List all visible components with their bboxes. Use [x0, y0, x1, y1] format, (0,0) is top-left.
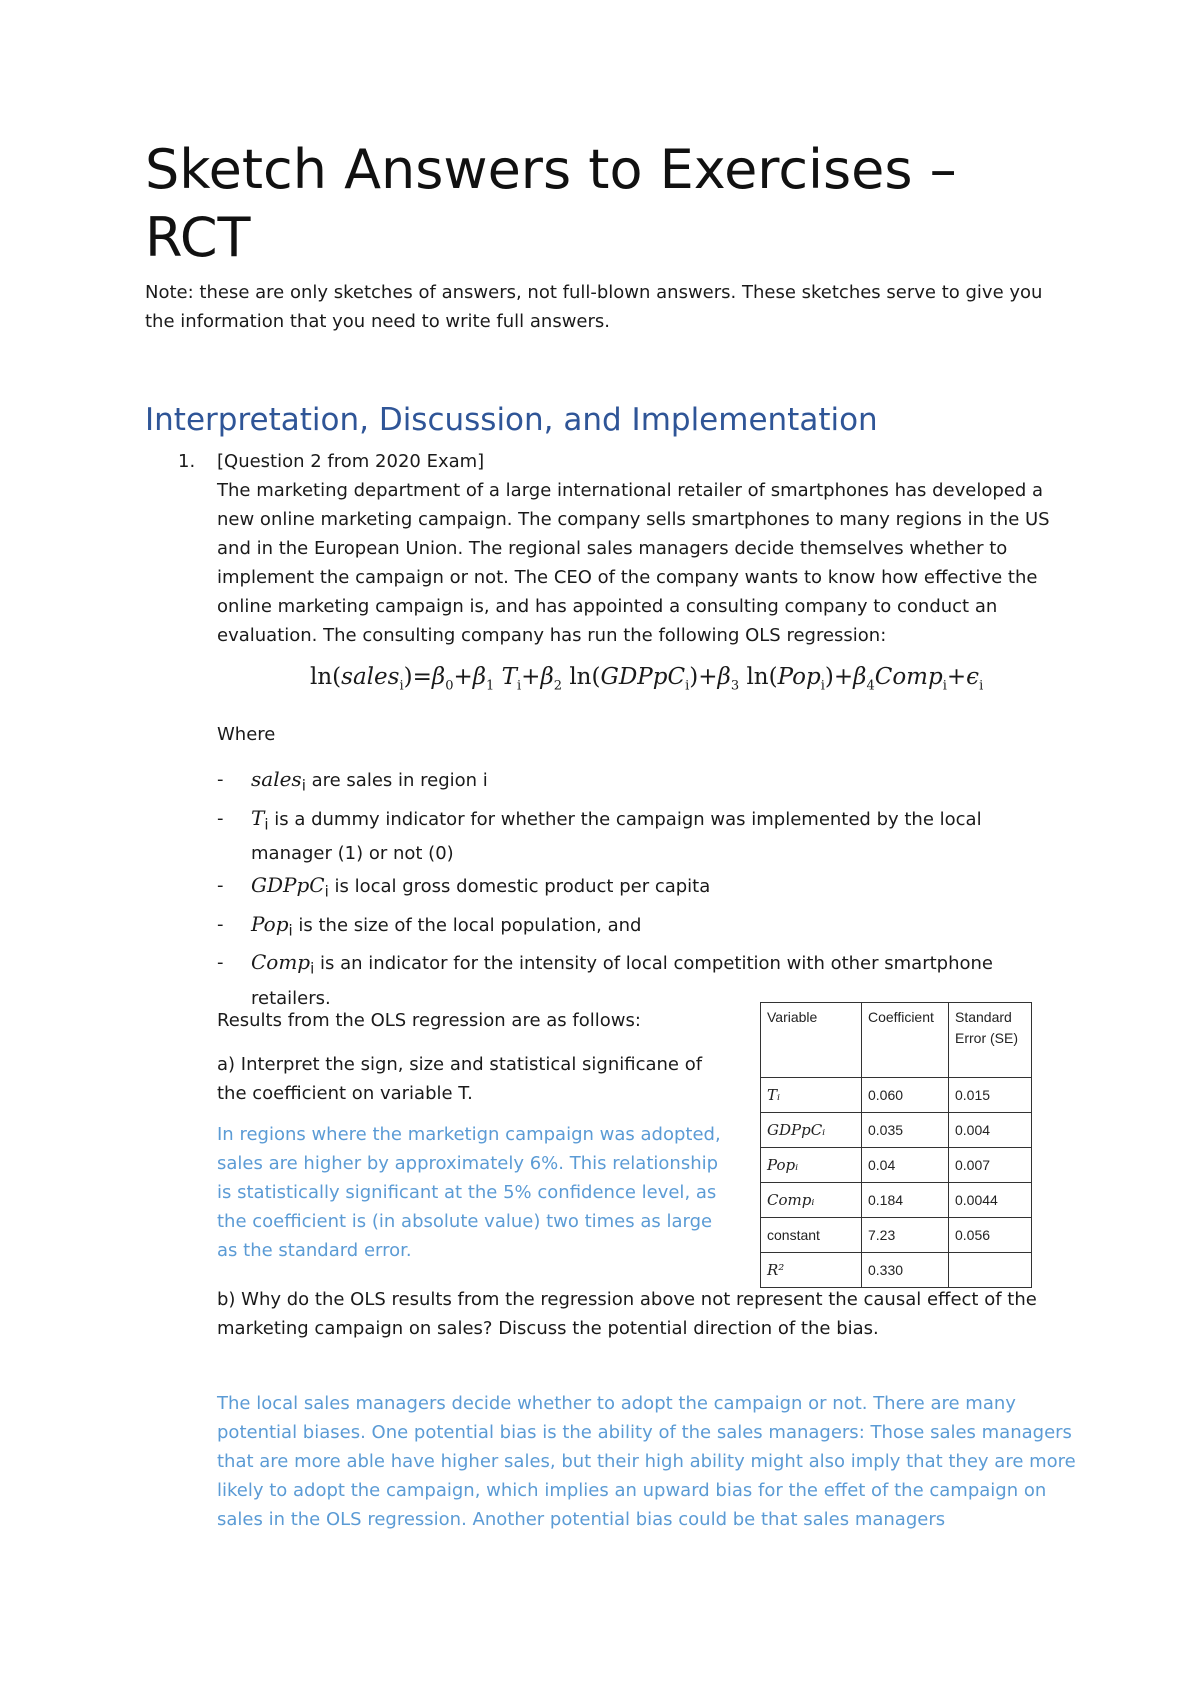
list-item: - Comp$_i$ is an indicator for the intensity of local competition with other smartphone retailers. — [217, 950, 993, 1009]
table-cell-variable: Popᵢ — [761, 1148, 862, 1183]
section-heading: Interpretation, Discussion, and Implementation — [145, 402, 878, 438]
table-row — [761, 1113, 1032, 1148]
document-title: Sketch Answers to Exercises – RCT — [145, 138, 957, 269]
table-cell-se — [949, 1253, 1032, 1288]
answer-part-a: In regions where the marketign campaign was adopted, sales are higher by approximately 6%. This relationship is statistically significant at the 5% confidence level, as the coefficient is (in absolute value) two times as large as the standard error. — [217, 1124, 721, 1261]
table-cell-variable: Tᵢ — [761, 1078, 862, 1113]
table-cell-se: 0.007 — [949, 1148, 1032, 1183]
list-item: - $T_i$ is a dummy indicator for whether the campaign was implemented by the local manager (1) or not (0) — [217, 805, 982, 865]
table-cell-se: 0.0044 — [949, 1183, 1032, 1218]
note-paragraph: Note: these are only sketches of answers, not full-blown answers. These sketches serve to give you the information that you need to write full answers. — [145, 282, 1043, 332]
table-header: Standard Error (SE) — [949, 1003, 1032, 1078]
question-body: The marketing department of a large international retailer of smartphones has developed a new online marketing campaign. The company sells smartphones to many regions in the US and in the European Union. The regional sales managers decide themselves whether to implement the campaign or not. The CEO of the company wants to know how effective the online marketing campaign is, and has appointed a consulting company to conduct an evaluation. The consulting company has run the following OLS regression: — [217, 480, 1050, 646]
results-intro: Results from the OLS regression are as follows: — [217, 1010, 641, 1031]
table-row — [761, 1253, 1032, 1288]
table-row — [761, 1218, 1032, 1253]
table-cell-se: 0.015 — [949, 1078, 1032, 1113]
where-label: Where — [217, 724, 276, 745]
table-cell-variable: R² — [761, 1253, 862, 1288]
answer-part-b: The local sales managers decide whether to adopt the campaign or not. There are many potential biases. One potential bias is the ability of the sales managers: Those sales managers that are more able have higher sales, but their high ability might also imply that they are more likely to adopt the campaign, which implies an upward bias for the effet of the campaign on sales in the OLS regression. Another potential bias could be that sales managers — [217, 1393, 1076, 1530]
list-item: - sales$_i$ are sales in region i — [217, 767, 488, 795]
table-row — [761, 1148, 1032, 1183]
table-header: Variable — [761, 1003, 862, 1078]
table-row — [761, 1183, 1032, 1218]
table-cell-coefficient: 0.04 — [862, 1148, 949, 1183]
question-number: 1. — [178, 451, 196, 472]
list-item: - Pop$_i$ is the size of the local population, and — [217, 911, 642, 940]
regression-equation: $\ln(sales_i)=\beta_0+\beta_1$ $T_i+\beta_2$ $\ln(GDPpC_i)+\beta_3$ $\ln(Pop_i)+\beta_4Comp_i+\epsilon_i$ — [310, 664, 984, 694]
table-cell-coefficient: 0.060 — [862, 1078, 949, 1113]
table-cell-coefficient: 0.035 — [862, 1113, 949, 1148]
table-cell-variable: constant — [761, 1218, 862, 1253]
question-tag: [Question 2 from 2020 Exam] — [217, 451, 485, 472]
question-part-a: a) Interpret the sign, size and statistical significane of the coefficient on variable T. — [217, 1054, 703, 1104]
table-cell-coefficient: 0.330 — [862, 1253, 949, 1288]
table-header-row — [761, 1003, 1032, 1078]
variable-list — [217, 765, 1067, 1016]
table-row — [761, 1078, 1032, 1113]
table-cell-variable: GDPpCᵢ — [761, 1113, 862, 1148]
table-cell-variable: Compᵢ — [761, 1183, 862, 1218]
list-item: - GDPpC$_i$ is local gross domestic product per capita — [217, 873, 711, 901]
table-cell-se: 0.056 — [949, 1218, 1032, 1253]
regression-results-table — [760, 1002, 1032, 1288]
table-cell-coefficient: 7.23 — [862, 1218, 949, 1253]
table-cell-se: 0.004 — [949, 1113, 1032, 1148]
table-cell-coefficient: 0.184 — [862, 1183, 949, 1218]
table-header: Coefficient — [862, 1003, 949, 1078]
question-part-b: b) Why do the OLS results from the regression above not represent the causal effect of the marketing campaign on sales? Discuss the potential direction of the bias. — [217, 1289, 1037, 1339]
